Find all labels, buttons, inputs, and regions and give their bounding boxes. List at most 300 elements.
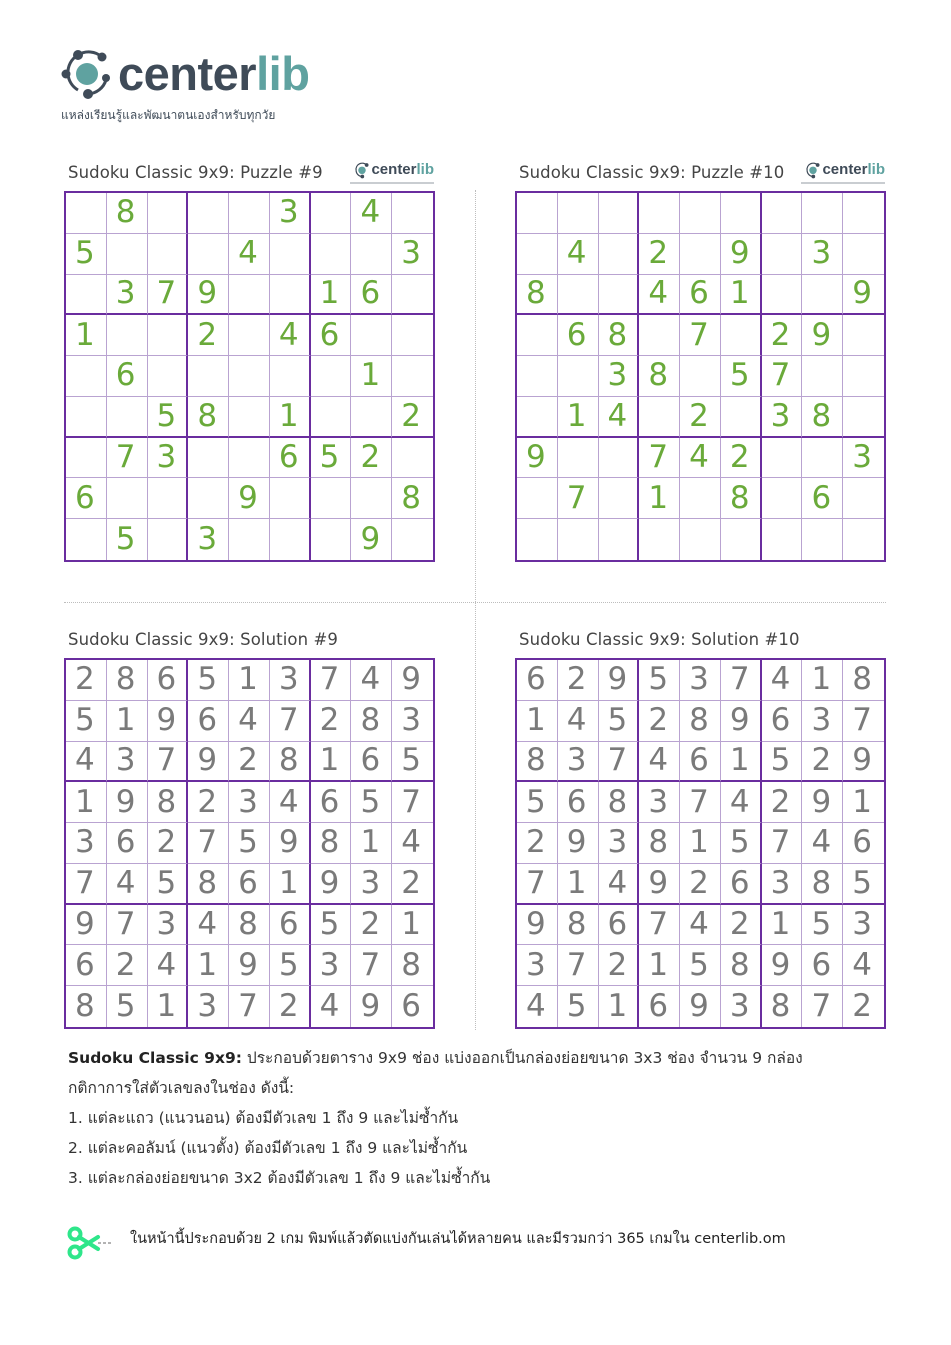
given-cell: 5 — [66, 234, 107, 275]
given-cell: 4 — [229, 234, 270, 275]
empty-cell[interactable] — [148, 478, 189, 519]
empty-cell[interactable] — [392, 275, 433, 316]
solution-cell: 6 — [843, 823, 884, 864]
solution-cell: 3 — [721, 986, 762, 1027]
solution-cell: 8 — [843, 660, 884, 701]
given-cell: 9 — [843, 275, 884, 316]
solution-cell: 5 — [558, 986, 599, 1027]
empty-cell[interactable] — [270, 356, 311, 397]
given-cell: 2 — [188, 315, 229, 356]
empty-cell[interactable] — [148, 234, 189, 275]
empty-cell[interactable] — [392, 438, 433, 479]
empty-cell[interactable] — [392, 356, 433, 397]
empty-cell[interactable] — [517, 519, 558, 560]
solution-cell: 8 — [680, 701, 721, 742]
solution-cell: 9 — [517, 905, 558, 946]
given-cell: 9 — [351, 519, 392, 560]
solution-cell: 4 — [721, 782, 762, 823]
empty-cell[interactable] — [107, 478, 148, 519]
solution-cell: 7 — [843, 701, 884, 742]
empty-cell[interactable] — [107, 234, 148, 275]
empty-cell[interactable] — [762, 234, 803, 275]
solution-cell: 6 — [517, 660, 558, 701]
solution-cell: 6 — [721, 864, 762, 905]
empty-cell[interactable] — [188, 356, 229, 397]
solution-cell: 9 — [66, 905, 107, 946]
empty-cell[interactable] — [843, 234, 884, 275]
given-cell: 8 — [599, 315, 640, 356]
given-cell: 3 — [843, 438, 884, 479]
solution-cell: 5 — [148, 864, 189, 905]
empty-cell[interactable] — [599, 275, 640, 316]
empty-cell[interactable] — [762, 438, 803, 479]
empty-cell[interactable] — [270, 478, 311, 519]
solution-cell: 2 — [558, 660, 599, 701]
empty-cell[interactable] — [558, 438, 599, 479]
solution-cell: 5 — [107, 986, 148, 1027]
panel-title: Sudoku Classic 9x9: Solution #9 — [68, 629, 339, 649]
empty-cell[interactable] — [351, 234, 392, 275]
panel-title: Sudoku Classic 9x9: Solution #10 — [519, 629, 800, 649]
empty-cell[interactable] — [351, 478, 392, 519]
empty-cell[interactable] — [639, 193, 680, 234]
solution-cell: 5 — [762, 742, 803, 783]
empty-cell[interactable] — [311, 234, 352, 275]
given-cell: 8 — [107, 193, 148, 234]
solution-cell: 7 — [392, 782, 433, 823]
given-cell: 7 — [148, 275, 189, 316]
solution-cell: 3 — [680, 660, 721, 701]
solution-cell: 4 — [188, 905, 229, 946]
given-cell: 9 — [802, 315, 843, 356]
empty-cell[interactable] — [639, 519, 680, 560]
empty-cell[interactable] — [680, 519, 721, 560]
solution-cell: 5 — [721, 823, 762, 864]
empty-cell[interactable] — [802, 275, 843, 316]
solution-cell: 8 — [188, 864, 229, 905]
given-cell: 5 — [721, 356, 762, 397]
empty-cell[interactable] — [148, 356, 189, 397]
solution-cell: 2 — [762, 782, 803, 823]
panel-centerlib-logo — [801, 161, 885, 184]
solution-cell: 2 — [680, 864, 721, 905]
empty-cell[interactable] — [107, 397, 148, 438]
panel-brand-tagline — [801, 182, 885, 184]
brand-part1: center — [822, 161, 868, 178]
solution-cell: 7 — [311, 660, 352, 701]
solution-cell: 7 — [762, 823, 803, 864]
solution-cell: 3 — [517, 945, 558, 986]
panel-centerlib-logo — [350, 161, 434, 184]
solution-cell: 1 — [639, 945, 680, 986]
solution-cell: 2 — [311, 701, 352, 742]
solution-cell: 4 — [66, 742, 107, 783]
panel-brand — [371, 162, 434, 177]
solution-cell: 8 — [270, 742, 311, 783]
given-cell: 7 — [762, 356, 803, 397]
solution-cell: 1 — [517, 701, 558, 742]
solution-cell: 3 — [229, 782, 270, 823]
given-cell: 2 — [351, 438, 392, 479]
solution-cell: 6 — [802, 945, 843, 986]
solution-cell: 4 — [680, 905, 721, 946]
solution-cell: 9 — [639, 864, 680, 905]
solution-cell: 1 — [843, 782, 884, 823]
given-cell: 6 — [107, 356, 148, 397]
empty-cell[interactable] — [802, 438, 843, 479]
solution-cell: 2 — [107, 945, 148, 986]
solution-cell: 9 — [148, 701, 189, 742]
empty-cell[interactable] — [517, 478, 558, 519]
given-cell: 7 — [639, 438, 680, 479]
solution-cell: 5 — [311, 905, 352, 946]
solution-cell: 9 — [392, 660, 433, 701]
solution-cell: 1 — [351, 823, 392, 864]
solution-cell: 9 — [351, 986, 392, 1027]
given-cell: 1 — [558, 397, 599, 438]
empty-cell[interactable] — [843, 356, 884, 397]
solution-cell: 6 — [66, 945, 107, 986]
empty-cell[interactable] — [188, 478, 229, 519]
given-cell: 9 — [229, 478, 270, 519]
rule-item: 1. แต่ละแถว (แนวนอน) ต้องมีตัวเลข 1 ถึง 9 และไม่ซ้ำกัน — [68, 1109, 459, 1127]
empty-cell[interactable] — [517, 193, 558, 234]
empty-cell[interactable] — [229, 315, 270, 356]
solution-cell: 7 — [351, 945, 392, 986]
given-cell: 8 — [517, 275, 558, 316]
empty-cell[interactable] — [843, 478, 884, 519]
empty-cell[interactable] — [107, 315, 148, 356]
solution-cell: 1 — [229, 660, 270, 701]
empty-cell[interactable] — [229, 193, 270, 234]
solution-cell: 4 — [843, 945, 884, 986]
solution-cell: 8 — [639, 823, 680, 864]
empty-cell[interactable] — [229, 397, 270, 438]
solution-cell: 1 — [762, 905, 803, 946]
given-cell: 6 — [351, 275, 392, 316]
solution-cell: 9 — [680, 986, 721, 1027]
given-cell: 6 — [66, 478, 107, 519]
empty-cell[interactable] — [311, 356, 352, 397]
rule-item: 3. แต่ละกล่องย่อยขนาด 3x2 ต้องมีตัวเลข 1 ถึง 9 และไม่ซ้ำกัน — [68, 1169, 491, 1187]
solution-cell: 6 — [270, 905, 311, 946]
puzzle-grid — [515, 191, 886, 562]
solution-cell: 1 — [680, 823, 721, 864]
solution-cell: 8 — [148, 782, 189, 823]
solution-cell: 9 — [599, 660, 640, 701]
solution-cell: 6 — [188, 701, 229, 742]
brand-part1: center — [371, 161, 417, 178]
solution-cell: 1 — [270, 864, 311, 905]
empty-cell[interactable] — [762, 193, 803, 234]
empty-cell[interactable] — [680, 193, 721, 234]
solution-cell: 3 — [639, 782, 680, 823]
given-cell: 2 — [762, 315, 803, 356]
solution-cell: 2 — [517, 823, 558, 864]
given-cell: 1 — [351, 356, 392, 397]
solution-cell: 7 — [66, 864, 107, 905]
empty-cell[interactable] — [351, 315, 392, 356]
solution-10-panel — [515, 624, 887, 1029]
empty-cell[interactable] — [148, 315, 189, 356]
empty-cell[interactable] — [843, 519, 884, 560]
solution-cell: 3 — [148, 905, 189, 946]
solution-cell: 9 — [188, 742, 229, 783]
solution-cell: 5 — [599, 701, 640, 742]
solution-cell: 6 — [229, 864, 270, 905]
solution-cell: 8 — [721, 945, 762, 986]
empty-cell[interactable] — [599, 193, 640, 234]
empty-cell[interactable] — [558, 275, 599, 316]
horizontal-cut-line — [64, 602, 886, 603]
solution-cell: 4 — [517, 986, 558, 1027]
empty-cell[interactable] — [721, 315, 762, 356]
solution-cell: 6 — [762, 701, 803, 742]
given-cell: 4 — [680, 438, 721, 479]
solution-cell: 7 — [721, 660, 762, 701]
given-cell: 1 — [721, 275, 762, 316]
solution-cell: 9 — [802, 782, 843, 823]
given-cell: 2 — [639, 234, 680, 275]
empty-cell[interactable] — [66, 275, 107, 316]
solution-cell: 2 — [639, 701, 680, 742]
empty-cell[interactable] — [517, 356, 558, 397]
panel-title-row — [64, 624, 436, 654]
empty-cell[interactable] — [558, 356, 599, 397]
empty-cell[interactable] — [802, 356, 843, 397]
solution-cell: 8 — [392, 945, 433, 986]
empty-cell[interactable] — [802, 519, 843, 560]
given-cell: 8 — [392, 478, 433, 519]
solution-cell: 3 — [843, 905, 884, 946]
solution-cell: 6 — [311, 782, 352, 823]
solution-cell: 4 — [270, 782, 311, 823]
centerlib-network-icon — [353, 161, 371, 179]
empty-cell[interactable] — [558, 193, 599, 234]
empty-cell[interactable] — [680, 356, 721, 397]
empty-cell[interactable] — [148, 193, 189, 234]
empty-cell[interactable] — [843, 315, 884, 356]
empty-cell[interactable] — [66, 356, 107, 397]
solution-cell: 2 — [66, 660, 107, 701]
given-cell: 3 — [762, 397, 803, 438]
solution-cell: 1 — [802, 660, 843, 701]
solution-cell: 6 — [599, 905, 640, 946]
empty-cell[interactable] — [517, 397, 558, 438]
solution-cell: 7 — [639, 905, 680, 946]
solution-cell: 9 — [843, 742, 884, 783]
empty-cell[interactable] — [392, 193, 433, 234]
empty-cell[interactable] — [517, 315, 558, 356]
empty-cell[interactable] — [229, 519, 270, 560]
solution-cell: 9 — [762, 945, 803, 986]
solution-cell: 8 — [66, 986, 107, 1027]
empty-cell[interactable] — [311, 397, 352, 438]
puzzle-grid — [64, 191, 435, 562]
given-cell: 4 — [599, 397, 640, 438]
solution-cell: 1 — [558, 864, 599, 905]
brand-part2: lib — [416, 161, 434, 178]
solution-cell: 8 — [351, 701, 392, 742]
empty-cell[interactable] — [680, 234, 721, 275]
empty-cell[interactable] — [66, 397, 107, 438]
given-cell: 3 — [148, 438, 189, 479]
rules-description — [68, 1043, 888, 1193]
given-cell: 3 — [107, 275, 148, 316]
empty-cell[interactable] — [188, 193, 229, 234]
solution-cell: 7 — [558, 945, 599, 986]
empty-cell[interactable] — [229, 438, 270, 479]
given-cell: 6 — [270, 438, 311, 479]
solution-cell: 4 — [599, 864, 640, 905]
given-cell: 6 — [680, 275, 721, 316]
solution-cell: 4 — [107, 864, 148, 905]
solution-cell: 8 — [311, 823, 352, 864]
given-cell: 9 — [721, 234, 762, 275]
empty-cell[interactable] — [270, 275, 311, 316]
solution-cell: 8 — [762, 986, 803, 1027]
empty-cell[interactable] — [270, 519, 311, 560]
brand-part1: center — [118, 46, 257, 100]
given-cell: 6 — [558, 315, 599, 356]
solution-cell: 3 — [270, 660, 311, 701]
empty-cell[interactable] — [148, 519, 189, 560]
panel-title: Sudoku Classic 9x9: Puzzle #10 — [519, 162, 785, 182]
solution-cell: 9 — [558, 823, 599, 864]
description-lead — [68, 1043, 888, 1073]
given-cell: 6 — [311, 315, 352, 356]
empty-cell[interactable] — [66, 438, 107, 479]
centerlib-logo — [58, 44, 309, 125]
given-cell: 8 — [802, 397, 843, 438]
empty-cell[interactable] — [762, 275, 803, 316]
given-cell: 1 — [311, 275, 352, 316]
solution-cell: 3 — [558, 742, 599, 783]
empty-cell[interactable] — [762, 478, 803, 519]
empty-cell[interactable] — [517, 234, 558, 275]
solution-cell: 2 — [148, 823, 189, 864]
solution-cell: 4 — [311, 986, 352, 1027]
solution-cell: 8 — [517, 742, 558, 783]
empty-cell[interactable] — [599, 438, 640, 479]
empty-cell[interactable] — [843, 193, 884, 234]
solution-cell: 4 — [802, 823, 843, 864]
given-cell: 1 — [639, 478, 680, 519]
solution-cell: 7 — [802, 986, 843, 1027]
empty-cell[interactable] — [392, 315, 433, 356]
solution-cell: 2 — [852, 988, 872, 1025]
empty-cell[interactable] — [188, 234, 229, 275]
solution-cell: 2 — [188, 782, 229, 823]
empty-cell[interactable] — [351, 397, 392, 438]
empty-cell[interactable] — [311, 519, 352, 560]
empty-cell[interactable] — [599, 519, 640, 560]
solution-cell: 7 — [188, 823, 229, 864]
solution-cell: 5 — [802, 905, 843, 946]
given-cell: 7 — [107, 438, 148, 479]
solution-cell: 1 — [599, 986, 640, 1027]
empty-cell[interactable] — [639, 397, 680, 438]
solution-cell: 5 — [270, 945, 311, 986]
empty-cell[interactable] — [599, 234, 640, 275]
solution-cell: 4 — [148, 945, 189, 986]
empty-cell[interactable] — [599, 478, 640, 519]
empty-cell[interactable] — [802, 193, 843, 234]
given-cell: 1 — [270, 397, 311, 438]
solution-cell: 7 — [148, 742, 189, 783]
solution-cell: 5 — [392, 742, 433, 783]
empty-cell[interactable] — [66, 193, 107, 234]
solution-cell: 4 — [229, 701, 270, 742]
empty-cell[interactable] — [229, 356, 270, 397]
empty-cell[interactable] — [311, 478, 352, 519]
given-cell: 3 — [188, 519, 229, 560]
solution-cell: 4 — [639, 742, 680, 783]
solution-cell: 1 — [311, 742, 352, 783]
solution-cell: 9 — [107, 782, 148, 823]
description-lead-text: ประกอบด้วยตาราง 9x9 ช่อง แบ่งออกเป็นกล่องย่อยขนาด 3x3 ช่อง จำนวน 9 กล่อง — [241, 1049, 803, 1067]
given-cell: 3 — [270, 193, 311, 234]
empty-cell[interactable] — [229, 275, 270, 316]
given-cell: 2 — [680, 397, 721, 438]
empty-cell[interactable] — [558, 519, 599, 560]
empty-cell[interactable] — [680, 478, 721, 519]
footer-text: ในหน้านี้ประกอบด้วย 2 เกม พิมพ์แล้วตัดแบ่งกันเล่นได้หลายคน และมีรวมกว่า 365 เกมใน centerlib.om — [130, 1231, 786, 1247]
solution-cell: 5 — [843, 864, 884, 905]
given-cell: 5 — [311, 438, 352, 479]
solution-cell: 5 — [351, 782, 392, 823]
empty-cell[interactable] — [721, 519, 762, 560]
solution-grid — [515, 658, 886, 1029]
solution-cell: 9 — [721, 701, 762, 742]
empty-cell[interactable] — [721, 397, 762, 438]
centerlib-network-icon — [58, 44, 116, 102]
empty-cell[interactable] — [66, 519, 107, 560]
solution-cell: 3 — [351, 864, 392, 905]
solution-cell: 3 — [392, 701, 433, 742]
empty-cell[interactable] — [270, 234, 311, 275]
brand-part2: lib — [256, 46, 310, 100]
panel-title-row — [64, 157, 436, 187]
given-cell: 7 — [558, 478, 599, 519]
solution-cell: 6 — [680, 742, 721, 783]
empty-cell[interactable] — [762, 519, 803, 560]
solution-cell: 2 — [802, 742, 843, 783]
empty-cell[interactable] — [843, 397, 884, 438]
empty-cell[interactable] — [721, 193, 762, 234]
footer-note — [66, 1226, 786, 1260]
solution-cell: 8 — [229, 905, 270, 946]
rule-item: 2. แต่ละคอลัมน์ (แนวตั้ง) ต้องมีตัวเลข 1 ถึง 9 และไม่ซ้ำกัน — [68, 1139, 468, 1157]
solution-cell: 3 — [762, 864, 803, 905]
given-cell: 5 — [107, 519, 148, 560]
solution-cell: 3 — [188, 986, 229, 1027]
solution-cell: 2 — [392, 864, 433, 905]
empty-cell[interactable] — [311, 193, 352, 234]
given-cell: 8 — [188, 397, 229, 438]
empty-cell[interactable] — [639, 315, 680, 356]
given-cell: 7 — [680, 315, 721, 356]
solution-cell: 5 — [66, 701, 107, 742]
solution-grid — [64, 658, 435, 1029]
solution-cell: 1 — [188, 945, 229, 986]
solution-cell: 9 — [311, 864, 352, 905]
solution-cell: 1 — [66, 782, 107, 823]
brand-wordmark — [118, 46, 310, 100]
empty-cell[interactable] — [392, 519, 433, 560]
empty-cell[interactable] — [188, 438, 229, 479]
centerlib-network-icon — [804, 161, 822, 179]
